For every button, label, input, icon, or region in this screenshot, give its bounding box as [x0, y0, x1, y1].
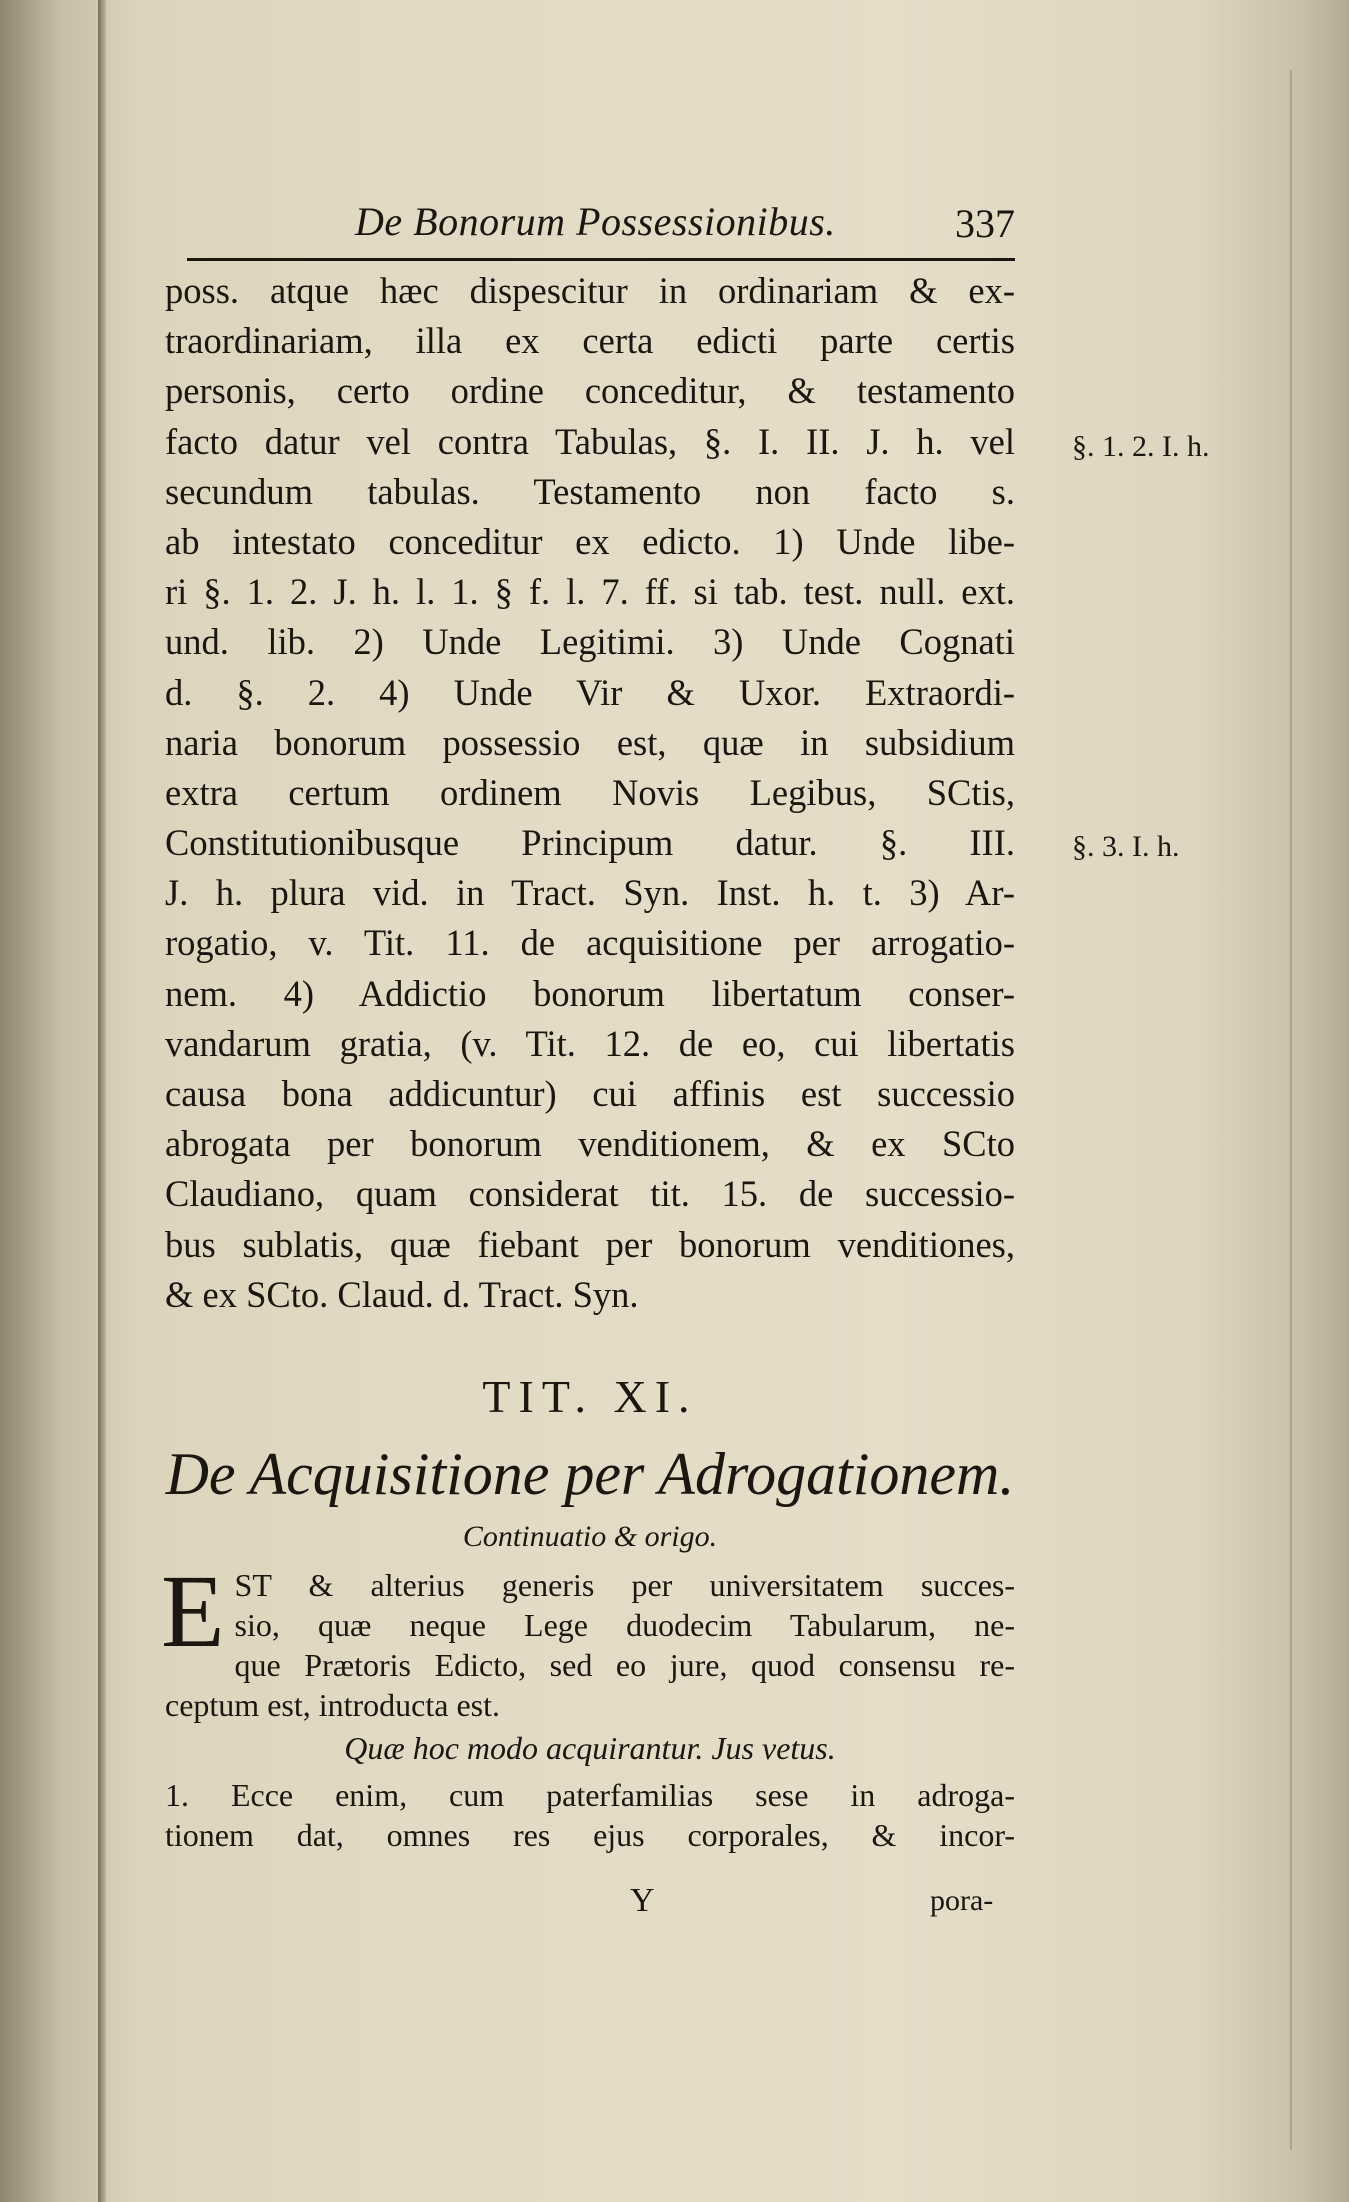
text-line: facto datur vel contra Tabulas, §. I. II. J. h. vel: [165, 420, 1015, 462]
header-rule: [187, 258, 1015, 261]
text-line: J. h. plura vid. in Tract. Syn. Inst. h. t. 3) Ar-: [165, 872, 1015, 914]
catchword: pora-: [930, 1884, 994, 1917]
running-title: De Bonorum Possessionibus.: [355, 199, 836, 244]
text-line: ri §. 1. 2. J. h. l. 1. § f. l. 7. ff. si tab. test. null. ext.: [165, 571, 1015, 613]
text-line: & ex SCto. Claud. d. Tract. Syn.: [165, 1273, 639, 1315]
text-line: causa bona addicuntur) cui affinis est successio: [165, 1073, 1015, 1114]
opening-paragraph: [161, 1554, 1015, 1725]
drop-cap: E: [161, 1554, 225, 1669]
text-line: 1. Ecce enim, cum paterfamilias sese in adroga-: [165, 1777, 1015, 1813]
text-line: und. lib. 2) Unde Legitimi. 3) Unde Cognati: [165, 621, 1015, 663]
text-line: que Prætoris Edicto, sed eo jure, quod consensu re-: [234, 1647, 1015, 1683]
text-line: ceptum est, introducta est.: [165, 1687, 501, 1723]
text-line: traordinariam, illa ex certa edicti parte certis: [165, 320, 1015, 362]
page-number: 337: [955, 201, 1015, 246]
running-head: [165, 190, 1015, 250]
text-line: extra certum ordinem Novis Legibus, SCtis,: [165, 771, 1015, 813]
text-line: abrogata per bonorum venditionem, & ex SCto: [165, 1123, 1015, 1165]
text-line: tionem dat, omnes res ejus corporales, & incor-: [165, 1817, 1015, 1853]
signature-mark: Y: [630, 1882, 655, 1919]
text-line: Constitutionibusque Principum datur. §. III.: [165, 822, 1015, 864]
page-edge: [1290, 70, 1292, 2150]
binding-gutter: [98, 0, 106, 2202]
numbered-paragraph: [165, 1775, 1015, 1855]
text-line: rogatio, v. Tit. 11. de acquisitione per arrogatio-: [165, 922, 1015, 964]
main-paragraph: [165, 266, 1015, 1320]
text-line: d. §. 2. 4) Unde Vir & Uxor. Extraordi-: [165, 671, 1015, 713]
subheading-acquisition: Quæ hoc modo acquirantur. Jus vetus.: [344, 1730, 836, 1766]
subheading-origin: Continuatio & origo.: [462, 1520, 718, 1553]
title-heading: De Acquisitione per Adrogationem.: [165, 1441, 1015, 1507]
text-line: ST & alterius generis per universitatem succes-: [234, 1567, 1015, 1603]
text-line: secundum tabulas. Testamento non facto s.: [165, 470, 1015, 512]
text-line: bus sublatis, quæ fiebant per bonorum venditiones,: [165, 1223, 1015, 1265]
title-number: TIT. XI.: [482, 1371, 698, 1422]
text-line: ab intestato conceditur ex edicto. 1) Unde libe-: [165, 520, 1015, 562]
text-line: sio, quæ neque Lege duodecim Tabularum, ne-: [234, 1607, 1015, 1643]
text-line: personis, certo ordine conceditur, & testamento: [165, 370, 1015, 412]
text-line: Claudiano, quam considerat tit. 15. de successio-: [165, 1173, 1015, 1215]
margin-note: §. 1. 2. I. h.: [1072, 430, 1210, 463]
book-page: [161, 190, 1015, 1919]
text-line: poss. atque hæc dispescitur in ordinariam & ex-: [165, 270, 1015, 311]
text-line: vandarum gratia, (v. Tit. 12. de eo, cui libertatis: [165, 1022, 1015, 1064]
text-line: naria bonorum possessio est, quæ in subsidium: [165, 721, 1015, 763]
margin-note: §. 3. I. h.: [1072, 830, 1180, 863]
text-line: nem. 4) Addictio bonorum libertatum conser-: [165, 972, 1015, 1014]
